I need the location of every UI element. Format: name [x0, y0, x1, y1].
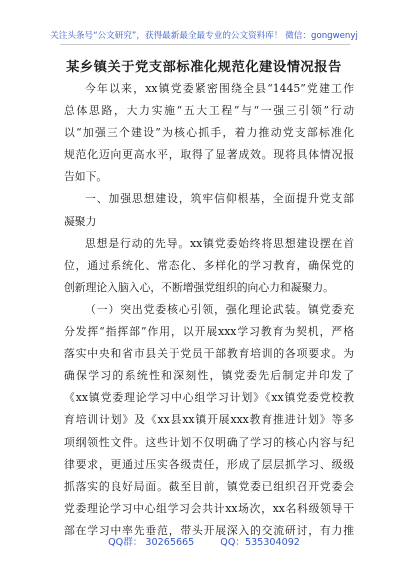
document-title: 某乡镇关于党支部标准化规范化建设情况报告	[66, 60, 342, 75]
body-line: 告如下。	[64, 170, 108, 184]
body-line: 落实中央和省市县关于党员干部教育培训的各项要求。为	[64, 347, 354, 361]
body-line: 律要求，更通过压实各级责任，形成了层层抓学习、级级	[64, 457, 354, 471]
body-line: 以“加强三个建设”为核心抓手，着力推动党支部标准化	[64, 126, 354, 140]
body-line: 项纲领性文件。这些计划不仅明确了学习的核心内容与纪	[64, 435, 354, 449]
section-heading: 凝聚力	[64, 214, 97, 228]
header-promo-note: 关注头条号“公文研究”，获得最新最全最专业的公文资料库！ 微信：gongwenyj	[50, 31, 358, 41]
body-line: 总体思路，大力实施“五大工程”与“一强三引领”行动	[64, 104, 354, 118]
subsection-heading: （一）突出党委核心引领，强化理论武装。镇党委充	[85, 302, 354, 316]
body-line: 确保学习的系统性和深刻性，镇党委先后制定并印发了	[64, 369, 354, 383]
document-body	[64, 78, 354, 542]
body-line: 育培训计划》及《xx县xx镇开展xxx教育推进计划》等多	[64, 413, 354, 427]
header-divider	[60, 44, 350, 45]
body-line: 思想是行动的先导。xx镇党委始终将思想建设摆在首	[85, 236, 354, 250]
body-line: 今年以来，xx镇党委紧密围绕全县“1445”党建工作	[85, 82, 354, 95]
body-line: 部在学习中率先垂范，带头开展深入的交流研讨，有力推	[64, 523, 354, 537]
body-line: 《xx镇党委理论学习中心组学习计划》《xx镇党委党校教	[64, 391, 354, 405]
body-line: 创新理论入脑入心，不断增强党组织的向心力和凝聚力。	[64, 280, 334, 294]
section-heading: 一、加强思想建设，筑牢信仰根基，全面提升党支部	[85, 192, 354, 206]
footer-contact	[0, 534, 408, 548]
body-line: 党委理论学习中心组学习会共计xx场次，xx名科级领导干	[64, 501, 354, 515]
footer-qq-group: QQ群： 30265665	[108, 537, 195, 548]
body-line: 规范化迈向更高水平，取得了显著成效。现将具体情况报	[64, 148, 354, 162]
body-line: 位，通过系统化、常态化、多样化的学习教育，确保党的	[64, 258, 354, 272]
body-line: 分发挥“指挥部”作用，以开展xxx学习教育为契机，严格	[64, 325, 354, 339]
body-line: 抓落实的良好局面。截至目前，镇党委已组织召开党委会	[64, 479, 354, 493]
footer-qq-number: QQ：535304092	[220, 537, 300, 548]
